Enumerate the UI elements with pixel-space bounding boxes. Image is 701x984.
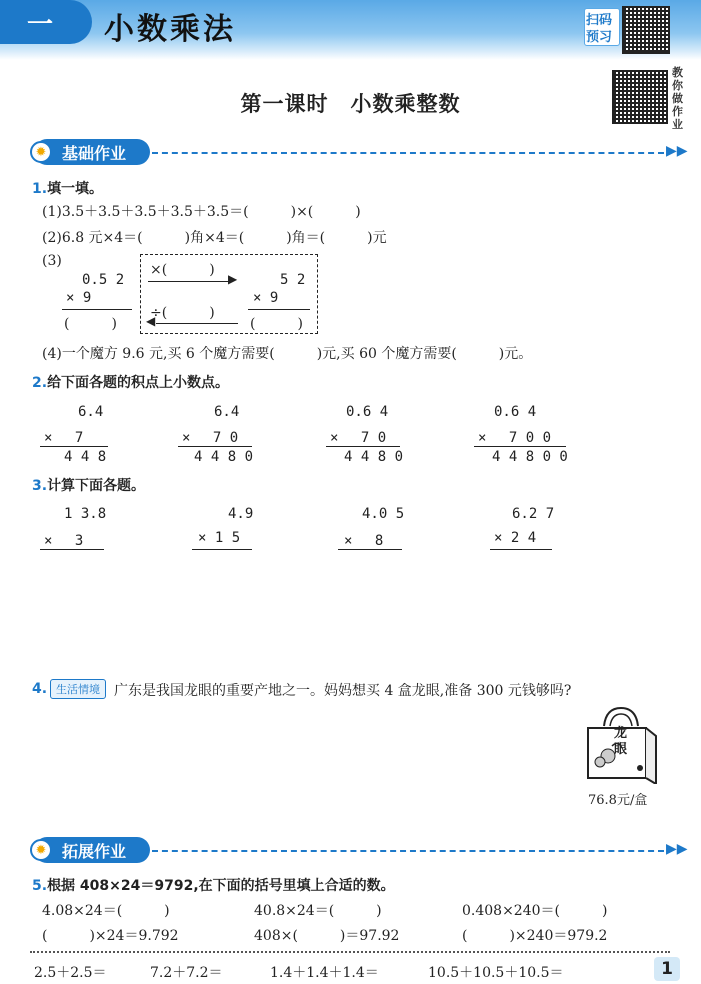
lesson-title: 第一课时 小数乘整数 xyxy=(240,92,461,116)
scan-label-2: 预习 xyxy=(586,30,613,45)
page-number: 1 xyxy=(654,957,680,981)
answer-rule xyxy=(40,549,104,550)
vertical-rule xyxy=(248,309,310,310)
lightbulb-icon: ✹ xyxy=(30,141,52,163)
chapter-number: 一 xyxy=(26,10,53,40)
mental-math-item[interactable]: 1.4＋1.4＋1.4＝ xyxy=(270,965,379,981)
price-label: 76.8元/盒 xyxy=(588,793,648,808)
right-arrow-line xyxy=(148,281,230,282)
vertical-top: 1 3.8 xyxy=(64,506,107,522)
context-tag: 生活情境 xyxy=(50,679,106,699)
answer-rule xyxy=(490,549,552,550)
question-text: 根据 408×24＝9792,在下面的括号里填上合适的数。 xyxy=(47,878,395,894)
q5-item[interactable]: ( )×24＝9.792 xyxy=(42,928,179,944)
vertical-multiplier: × 1 5 xyxy=(198,530,241,546)
scan-label-1: 扫码 xyxy=(586,13,613,28)
question-2-title xyxy=(32,372,229,392)
vertical-top: 0.5 2 xyxy=(82,272,125,288)
q1-line-1: (1)3.5＋3.5＋3.5＋3.5＋3.5＝( )×( ) xyxy=(42,204,361,220)
q5-item[interactable]: 4.08×24＝( ) xyxy=(42,903,170,919)
vertical-multiplier: × 7 0 xyxy=(330,430,387,446)
double-arrow-icon: ▶▶ xyxy=(666,143,688,159)
arrow-label-top[interactable]: ×( ) xyxy=(150,262,215,278)
question-number: 3. xyxy=(32,478,48,494)
answer-blank[interactable]: ( ) xyxy=(250,316,303,332)
qr-code-icon[interactable] xyxy=(622,6,670,54)
vertical-multiplier: × 7 xyxy=(44,430,84,446)
answer-blank[interactable]: ( ) xyxy=(64,316,117,332)
question-number: 5. xyxy=(32,878,48,894)
vertical-top: 4.9 xyxy=(228,506,254,522)
vertical-multiplier: × 7 0 xyxy=(182,430,239,446)
section-basic-header: 基础作业 xyxy=(34,139,150,165)
vertical-rule xyxy=(62,309,132,310)
section-divider xyxy=(152,152,664,154)
question-number: 4. xyxy=(32,681,48,697)
lightbulb-icon: ✹ xyxy=(30,839,52,861)
vertical-rule xyxy=(178,446,252,447)
double-arrow-icon: ▶▶ xyxy=(666,841,688,857)
arrow-left-icon: ◀ xyxy=(146,314,156,328)
q1-line-4: (4)一个魔方 9.6 元,买 6 个魔方需要( )元,买 60 个魔方需要( )元。 xyxy=(42,346,533,362)
question-5-title xyxy=(32,875,395,895)
left-arrow-line xyxy=(156,323,238,324)
q5-item[interactable]: ( )×240＝979.2 xyxy=(462,928,608,944)
vertical-multiplier: × 8 xyxy=(344,533,384,549)
box-label: 龙眼 xyxy=(614,726,628,757)
mental-math-item[interactable]: 10.5＋10.5＋10.5＝ xyxy=(428,965,564,981)
question-number: 2. xyxy=(32,375,48,391)
vertical-rule xyxy=(474,446,566,447)
vertical-top: 4.0 5 xyxy=(362,506,405,522)
answer-rule xyxy=(338,549,402,550)
vertical-top: 0.6 4 xyxy=(346,404,389,420)
vertical-top: 6.4 xyxy=(78,404,104,420)
q5-item[interactable]: 0.408×240＝( ) xyxy=(462,903,608,919)
vertical-top: 0.6 4 xyxy=(494,404,537,420)
vertical-multiplier: × 7 0 0 xyxy=(478,430,552,446)
question-text: 计算下面各题。 xyxy=(47,478,146,494)
vertical-product: 4 4 8 xyxy=(64,449,107,465)
q1-line-3-label: (3) xyxy=(42,253,62,269)
arrow-label-bottom[interactable]: ÷( ) xyxy=(150,305,215,321)
q1-line-2: (2)6.8 元×4＝( )角×4＝( )角＝( )元 xyxy=(42,230,387,246)
vertical-product: 4 4 8 0 xyxy=(194,449,254,465)
q5-item[interactable]: 40.8×24＝( ) xyxy=(254,903,382,919)
vertical-product: 4 4 8 0 xyxy=(344,449,404,465)
vertical-multiplier: × 2 4 xyxy=(494,530,537,546)
unit-title: 小数乘法 xyxy=(104,12,236,47)
vertical-top: 5 2 xyxy=(280,272,306,288)
mental-math-item[interactable]: 2.5＋2.5＝ xyxy=(34,965,107,981)
vertical-multiplier: × 9 xyxy=(66,290,92,306)
vertical-top: 6.2 7 xyxy=(512,506,555,522)
answer-rule xyxy=(192,549,252,550)
question-1-title xyxy=(32,178,103,198)
question-4-text: 广东是我国龙眼的重要产地之一。妈妈想买 4 盒龙眼,准备 300 元钱够吗? xyxy=(114,683,572,699)
vertical-product: 4 4 8 0 0 xyxy=(492,449,568,465)
section-ext-header: 拓展作业 xyxy=(34,837,150,863)
question-number: 1. xyxy=(32,181,48,197)
question-text: 填一填。 xyxy=(47,181,104,197)
q5-item[interactable]: 408×( )＝97.92 xyxy=(254,928,400,944)
vertical-multiplier: × 3 xyxy=(44,533,84,549)
side-caption: 教你做作业 xyxy=(672,66,683,131)
mental-math-item[interactable]: 7.2＋7.2＝ xyxy=(150,965,223,981)
question-text: 给下面各题的积点上小数点。 xyxy=(47,375,230,391)
section-divider xyxy=(152,850,664,852)
question-3-title xyxy=(32,475,145,495)
footer-divider xyxy=(30,951,670,953)
arrow-right-icon: ▶ xyxy=(228,272,238,286)
vertical-top: 6.4 xyxy=(214,404,240,420)
vertical-rule xyxy=(40,446,108,447)
vertical-multiplier: × 9 xyxy=(253,290,279,306)
vertical-rule xyxy=(326,446,400,447)
